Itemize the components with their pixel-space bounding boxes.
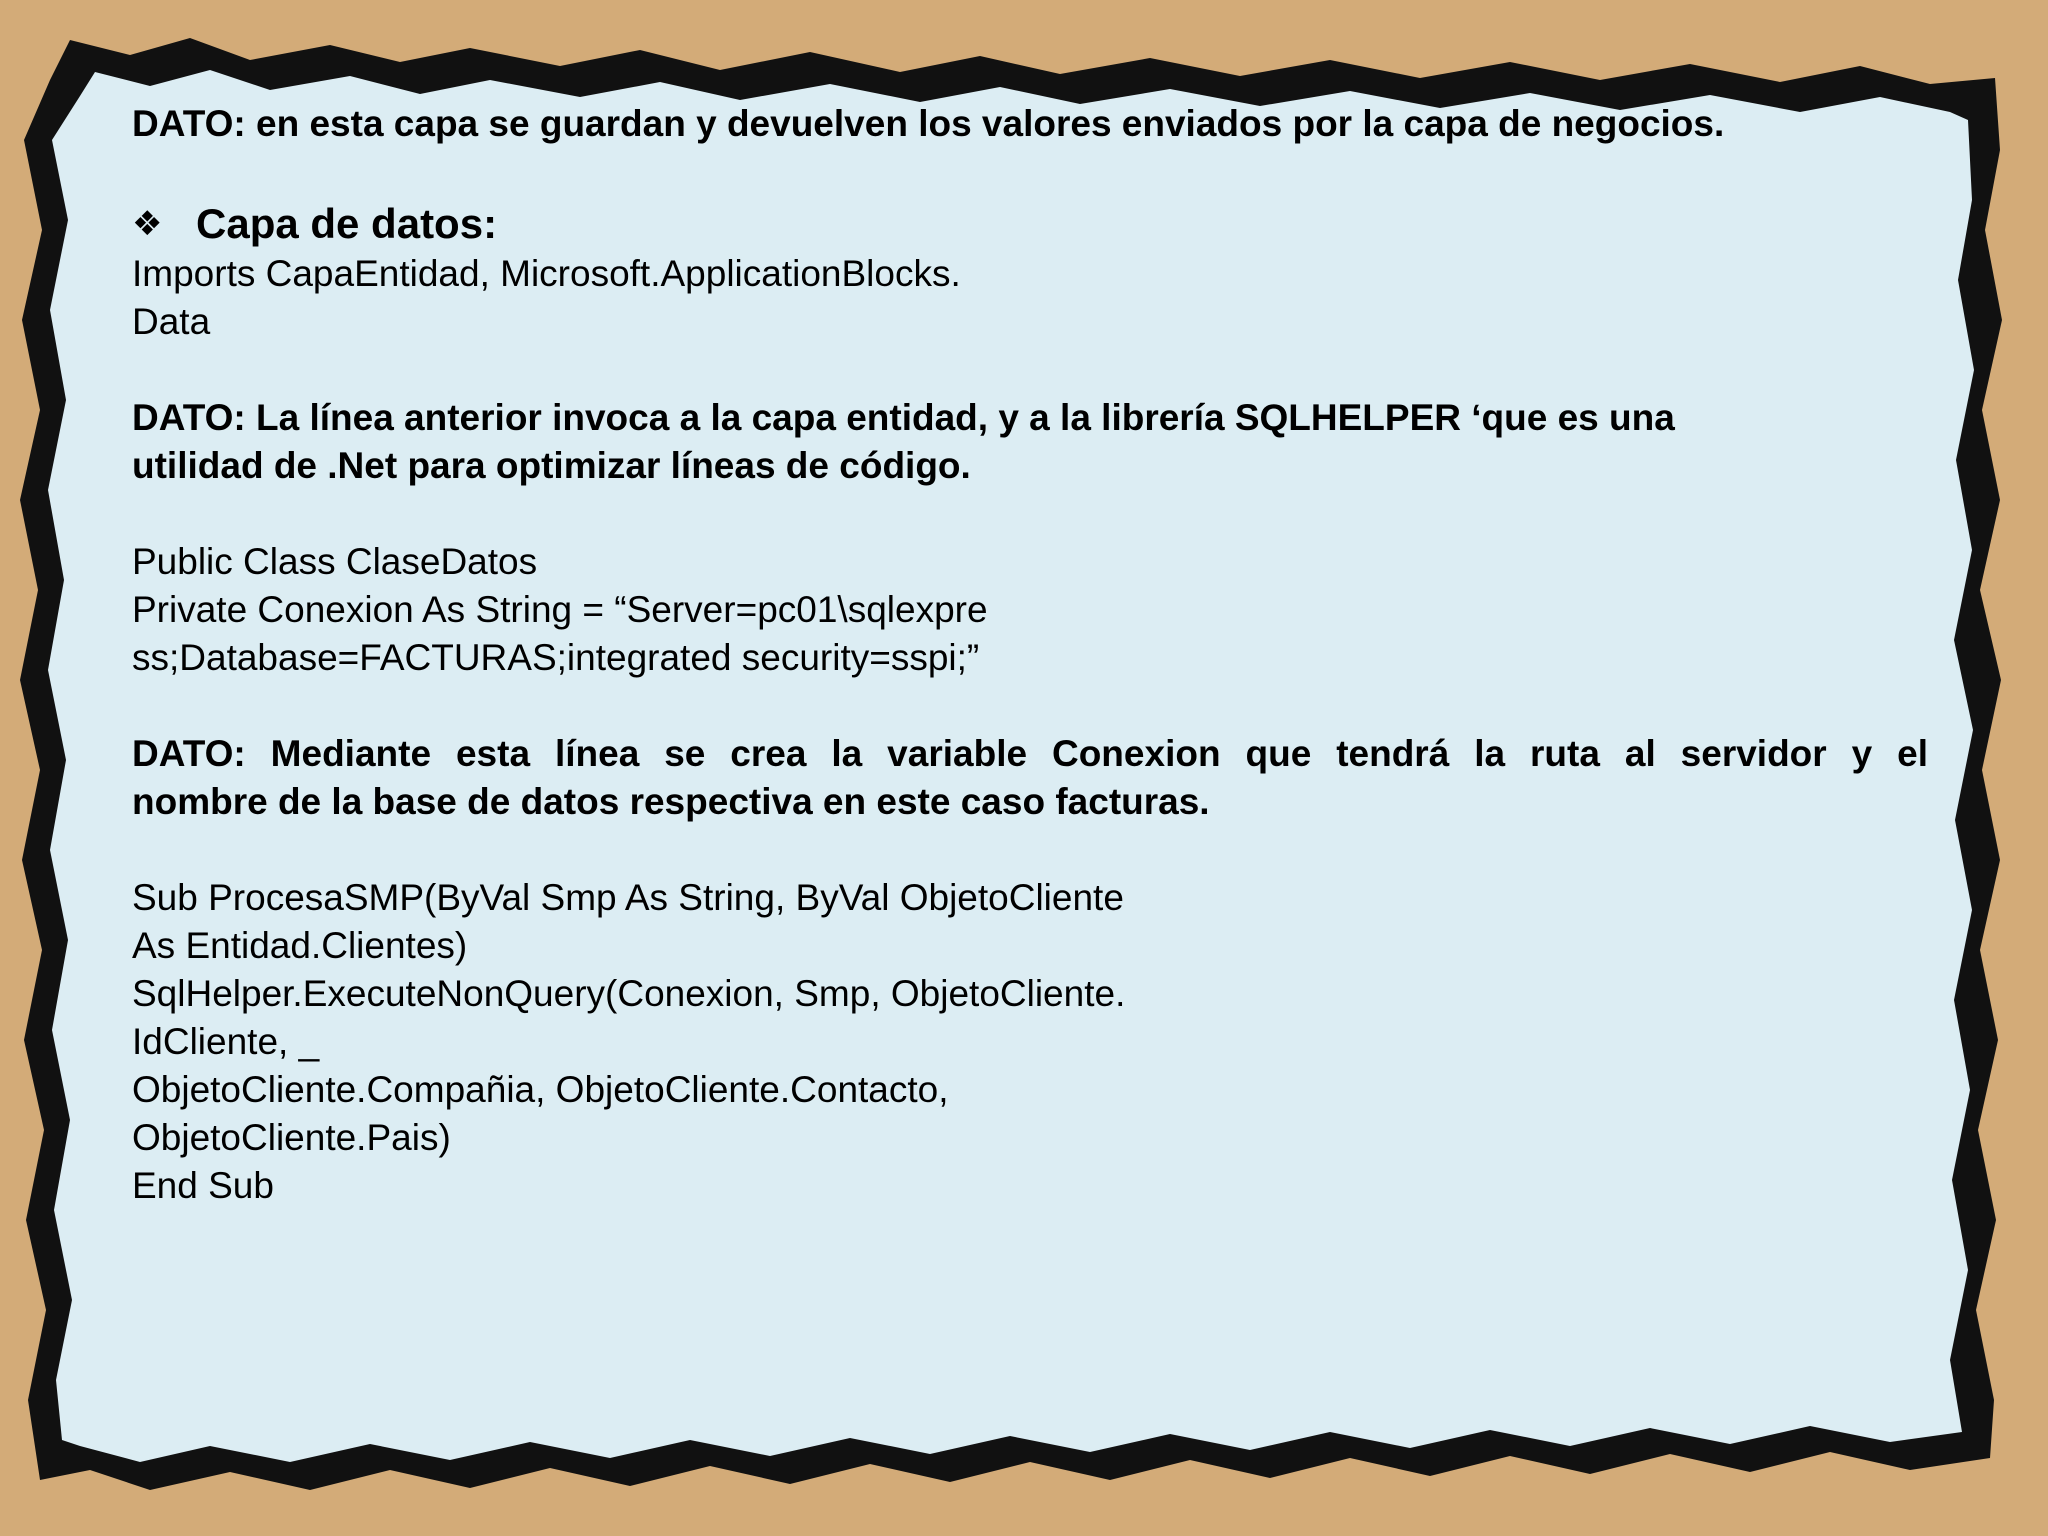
note-data-layer: DATO: en esta capa se guardan y devuelven los valores enviados por la capa de negocios. (132, 103, 1725, 144)
note-imports-line-2: utilidad de .Net para optimizar líneas de código. (132, 445, 971, 486)
diamond-bullet-icon: ❖ (132, 204, 163, 244)
code-sub-line-5: ObjetoCliente.Compañia, ObjetoCliente.Contacto, (132, 1069, 949, 1110)
code-class-line-1: Public Class ClaseDatos (132, 541, 538, 582)
spacer (132, 346, 1928, 394)
code-sub-line-3: SqlHelper.ExecuteNonQuery(Conexion, Smp, ObjetoCliente. (132, 973, 1126, 1014)
section-heading (132, 198, 1928, 250)
code-class-line-3: ss;Database=FACTURAS;integrated security=sspi;” (132, 637, 980, 678)
code-sub-line-1: Sub ProcesaSMP(ByVal Smp As String, ByVal ObjetoCliente (132, 877, 1124, 918)
code-sub-line-6: ObjetoCliente.Pais) (132, 1117, 451, 1158)
code-imports-line-2: Data (132, 301, 211, 342)
spacer (132, 682, 1928, 730)
code-sub-line-7: End Sub (132, 1165, 274, 1206)
heading-capa-de-datos: Capa de datos: (196, 200, 498, 247)
code-imports-line-1: Imports CapaEntidad, Microsoft.ApplicationBlocks. (132, 253, 961, 294)
note-connection-line-1: DATO: Mediante esta línea se crea la variable Conexion que tendrá la ruta al servidor y el (132, 733, 1928, 774)
spacer (132, 490, 1928, 538)
code-sub-line-2: As Entidad.Clientes) (132, 925, 468, 966)
code-sub-line-4: IdCliente, _ (132, 1021, 320, 1062)
spacer (132, 826, 1928, 874)
code-class-line-2: Private Conexion As String = “Server=pc01\sqlexpre (132, 589, 988, 630)
note-imports-line-1: DATO: La línea anterior invoca a la capa entidad, y a la librería SQLHELPER ‘que es una (132, 397, 1675, 438)
note-connection-line-2: nombre de la base de datos respectiva en este caso facturas. (132, 781, 1210, 822)
slide-content (132, 100, 1928, 1210)
